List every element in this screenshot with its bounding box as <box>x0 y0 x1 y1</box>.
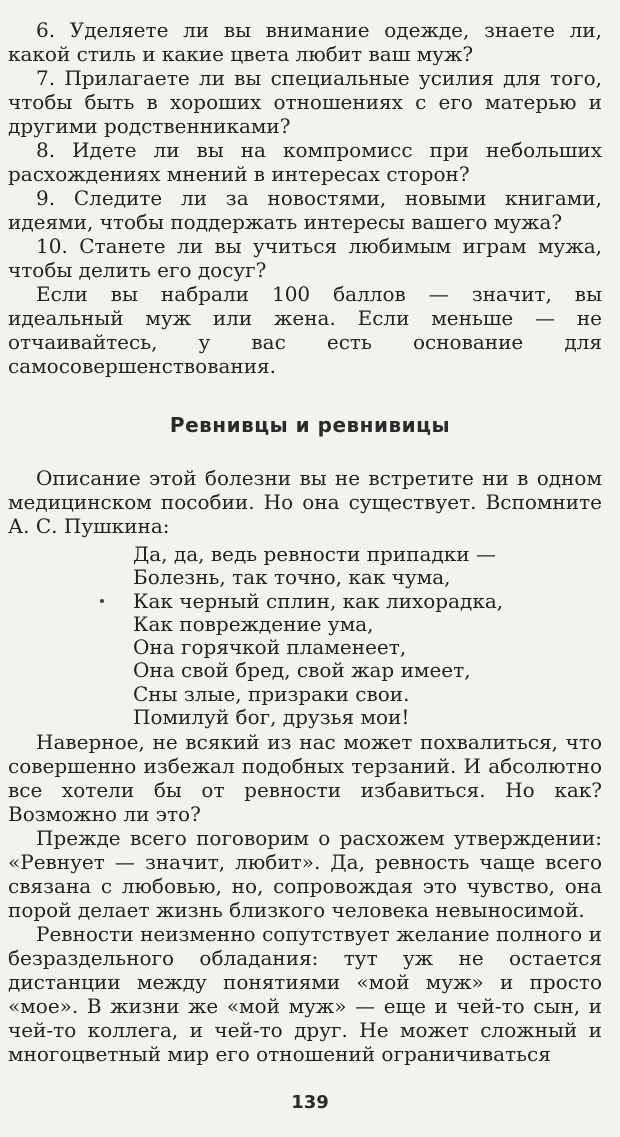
poem-line: Она свой бред, свой жар имеет, <box>133 658 471 683</box>
poem-quote <box>133 543 503 729</box>
paragraph-body-3: Ревности неизменно сопутствует желание полного и безраздельного обладания: тут уж не остается дистанции между понятиями «мой муж» и просто «мое». В жизни же «мой муж» — еще и чей-то сын, и чей-то коллега, и чей-то друг. Не может сложный и многоцветный мир его отношений ограничиваться <box>8 922 602 1066</box>
paragraph-body-1: Наверное, не всякий из нас может похвалиться, что совершенно избежал подобных терзаний. И абсолютно все хотели бы от ревности избавиться. Но как? Возможно ли это? <box>8 730 602 826</box>
poem-line: Как черный сплин, как лихорадка, <box>133 588 504 613</box>
poem-line: Да, да, ведь ревности припадки — <box>133 542 496 566</box>
page-number: 139 <box>291 1092 329 1113</box>
paragraph-question-9: 9. Следите ли за новостями, новыми книгами, идеями, чтобы поддержать интересы вашего мужа? <box>8 186 602 234</box>
poem-line: Болезнь, так точно, как чума, <box>133 565 451 590</box>
paragraph-intro: Описание этой болезни вы не встретите ни в одном медицинском пособии. Но она существует. Вспомните А. С. Пушкина: <box>8 466 602 538</box>
questionnaire-block <box>8 18 602 378</box>
poem-line: Сны злые, призраки свои. <box>133 681 410 706</box>
poem-line: Как повреждение ума, <box>133 611 374 636</box>
poem-line: Помилуй бог, друзья мои! <box>133 705 410 730</box>
paragraph-question-6: 6. Уделяете ли вы внимание одежде, знаете ли, какой стиль и какие цвета любит ваш муж? <box>8 18 602 66</box>
paragraph-question-7: 7. Прилагаете ли вы специальные усилия для того, чтобы быть в хороших отношениях с его матерью и другими родственниками? <box>8 66 602 138</box>
intro-block <box>8 466 602 538</box>
paragraph-question-10: 10. Станете ли вы учиться любимым играм мужа, чтобы делить его досуг? <box>8 234 602 282</box>
poem-line: Она горячкой пламенеет, <box>133 635 407 660</box>
section-title: Ревнивцы и ревнивицы <box>169 413 451 437</box>
paragraph-body-2: Прежде всего поговорим о расхожем утверждении: «Ревнует — значит, любит». Да, ревность чаще всего связана с любовью, но, сопровождая это чувство, она порой делает жизнь близкого человека невыносимой. <box>8 826 602 922</box>
paragraph-question-8: 8. Идете ли вы на компромисс при небольших расхождениях мнений в интересах сторон? <box>8 138 602 186</box>
margin-dot <box>100 599 104 603</box>
paragraph-score-summary: Если вы набрали 100 баллов — значит, вы идеальный муж или жена. Если меньше — не отчаивайтесь, у вас есть основание для самосовершенствования. <box>8 282 602 378</box>
body-block <box>8 730 602 1066</box>
